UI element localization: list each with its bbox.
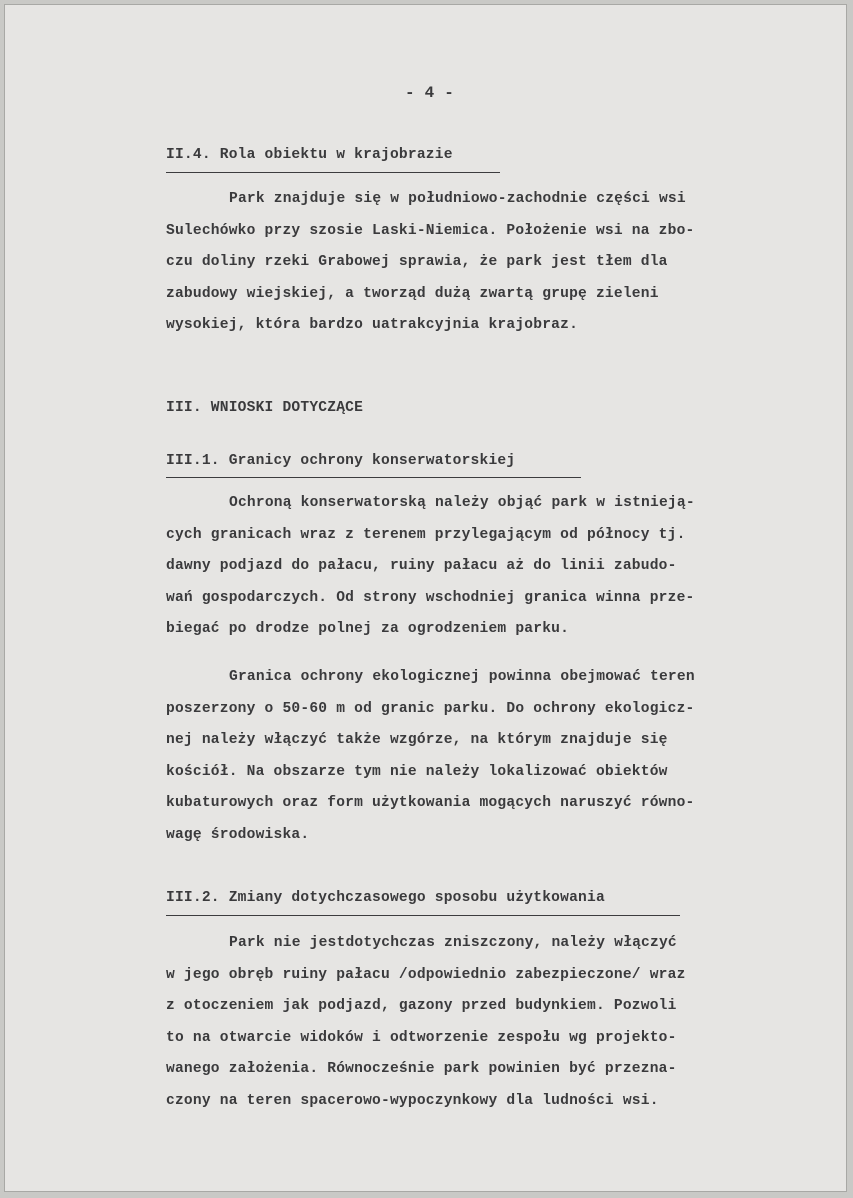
text-line: nej należy włączyć także wzgórze, na którym znajduje się <box>166 732 668 749</box>
text-line: Park znajduje się w południowo-zachodnie części wsi <box>229 191 686 207</box>
heading-underline <box>166 172 500 173</box>
text-line: z otoczeniem jak podjazd, gazony przed budynkiem. Pozwoli <box>166 998 677 1015</box>
text-line: czony na teren spacerowo-wypoczynkowy dla ludności wsi. <box>166 1092 659 1109</box>
text-line: to na otwarcie widoków i odtworzenie zespołu wg projekto- <box>166 1029 677 1046</box>
text-line: Sulechówko przy szosie Laski-Niemica. Położenie wsi na zbo- <box>166 222 695 239</box>
heading-underline <box>166 915 680 916</box>
paragraph-conservation-boundary <box>166 488 695 646</box>
text-line: kościół. Na obszarze tym nie należy lokalizować obiektów <box>166 763 668 780</box>
text-line: poszerzony o 50-60 m od granic parku. Do ochrony ekologicz- <box>166 700 695 717</box>
text-line: kubaturowych oraz form użytkowania mogących naruszyć równo- <box>166 795 695 812</box>
text-line: wań gospodarczych. Od strony wschodniej granica winna prze- <box>166 589 695 606</box>
text-line: w jego obręb ruiny pałacu /odpowiednio zabezpieczone/ wraz <box>166 966 686 983</box>
text-line: biegać po drodze polnej za ogrodzeniem parku. <box>166 621 570 638</box>
text-line: czu doliny rzeki Grabowej sprawia, że park jest tłem dla <box>166 254 668 271</box>
page-number: - 4 - <box>405 84 455 102</box>
text-line: wysokiej, która bardzo uatrakcyjnia krajobraz. <box>166 317 579 334</box>
text-line: Park nie jestdotychczas zniszczony, należy włączyć <box>229 935 677 951</box>
text-line: Ochroną konserwatorską należy objąć park w istnieją- <box>229 495 695 511</box>
section-heading-3-1: III.1. Granicy ochrony konserwatorskiej <box>166 453 516 469</box>
text-line: Granica ochrony ekologicznej powinna obejmować teren <box>229 669 695 685</box>
text-line: wanego założenia. Równocześnie park powinien być przezna- <box>166 1061 677 1078</box>
heading-underline <box>166 477 581 478</box>
section-heading-3: III. WNIOSKI DOTYCZĄCE <box>166 400 364 416</box>
paragraph-land-use-changes <box>166 928 686 1118</box>
paragraph-role-in-landscape <box>166 184 695 342</box>
paragraph-ecological-boundary <box>166 662 695 852</box>
text-line: dawny podjazd do pałacu, ruiny pałacu aż do linii zabudo- <box>166 558 677 575</box>
section-heading-2-4: II.4. Rola obiektu w krajobrazie <box>166 147 453 163</box>
text-line: wagę środowiska. <box>166 826 310 843</box>
text-line: cych granicach wraz z terenem przylegającym od północy tj. <box>166 526 686 543</box>
section-heading-3-2: III.2. Zmiany dotychczasowego sposobu użytkowania <box>166 890 605 906</box>
text-line: zabudowy wiejskiej, a tworząd dużą zwartą grupę zieleni <box>166 285 659 302</box>
